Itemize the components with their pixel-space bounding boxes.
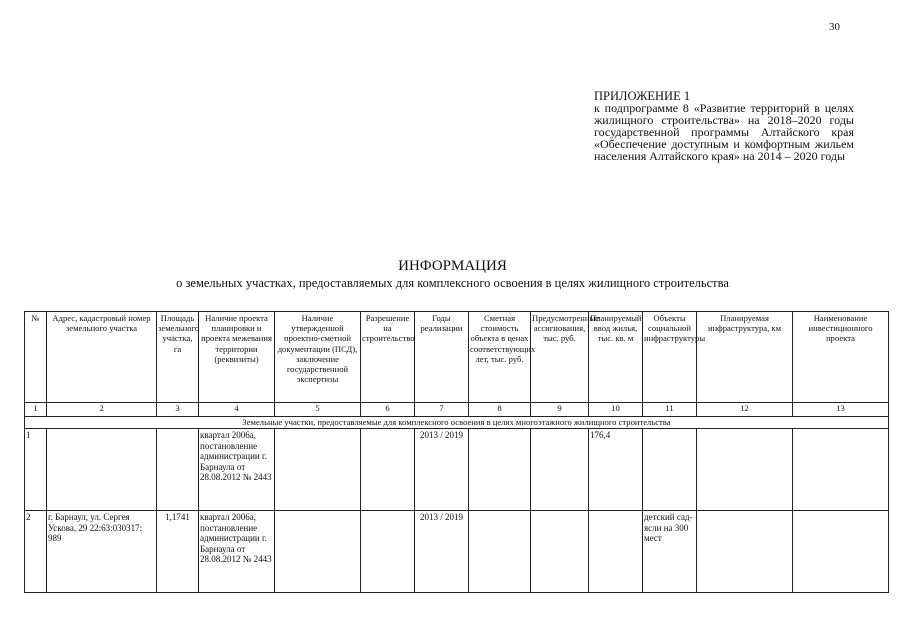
social-cell [643,428,697,510]
column-number: 7 [415,403,469,417]
table-row [25,428,889,510]
appendix-heading: ПРИЛОЖЕНИЕ 1 [594,89,691,103]
column-number: 1 [25,403,47,417]
psd-cell [275,428,361,510]
row-number: 1 [25,428,47,510]
cost-cell [469,510,531,592]
column-number: 6 [361,403,415,417]
planning-cell: квартал 2006а, постановление администрации г. Барнаула от 28.08.2012 № 2443 [199,428,275,510]
appendix-block [594,90,854,162]
header-cell: № [25,312,47,403]
column-number: 8 [469,403,531,417]
psd-cell [275,510,361,592]
header-cell: Наличие утвержденной проектно-сметной документации (ПСД), заключение государственной экспертизы [275,312,361,403]
document-title: ИНФОРМАЦИЯ [398,258,507,274]
table-row [25,510,889,592]
header-cell: Наличие проекта планировки и проекта межевания территории (реквизиты) [199,312,275,403]
address-cell: г. Барнаул, ул. Сергея Ускова, 29 22:63:030317: 989 [47,510,157,592]
header-cell: Сметная стоимость объекта в ценах соответствующих лет, тыс. руб. [469,312,531,403]
section-row [25,417,889,429]
header-cell: Наименование инвестиционного проекта [793,312,889,403]
header-cell: Предусмотренные ассигнования, тыс. руб. [531,312,589,403]
project-cell [793,428,889,510]
years-cell: 2013 / 2019 [415,510,469,592]
area-cell: 1,1741 [157,510,199,592]
address-cell [47,428,157,510]
column-number: 4 [199,403,275,417]
appendix-text: к подпрограмме 8 «Развитие территорий в целях жилищного строительства» на 2018–2020 годы государственной программы Алтайского края «Обеспечение доступным и комфортным жильем населения Алтайского края» на 2014 – 2020 годы [594,101,854,163]
header-cell: Объекты социальной инфраструктуры [643,312,697,403]
column-number: 2 [47,403,157,417]
header-cell: Планируемый ввод жилья, тыс. кв. м [589,312,643,403]
header-cell: Площадь земельного участка, га [157,312,199,403]
header-cell: Планируемая инфраструктура, км [697,312,793,403]
permit-cell [361,510,415,592]
header-cell: Разрешение на строительство [361,312,415,403]
header-cell: Адрес, кадастровый номер земельного участка [47,312,157,403]
infrastructure-cell [697,510,793,592]
planning-cell: квартал 2006а, постановление администрации г. Барнаула от 28.08.2012 № 2443 [199,510,275,592]
column-number: 13 [793,403,889,417]
document-subtitle: о земельных участках, предоставляемых для комплексного освоения в целях жилищного строительства [176,276,729,290]
section-title: Земельные участки, предоставляемые для комплексного освоения в целях многоэтажного жилищного строительства [25,417,889,429]
area-cell [157,428,199,510]
housing-cell: 176,4 [589,428,643,510]
column-number-row [25,403,889,417]
allocations-cell [531,428,589,510]
column-number: 9 [531,403,589,417]
project-cell [793,510,889,592]
page-number: 30 [829,21,840,33]
housing-cell [589,510,643,592]
cost-cell [469,428,531,510]
column-number: 5 [275,403,361,417]
table-header-row [25,312,889,403]
allocations-cell [531,510,589,592]
header-cell: Годы реализации [415,312,469,403]
social-cell: детский сад-ясли на 300 мест [643,510,697,592]
column-number: 11 [643,403,697,417]
land-plots-table [24,311,889,593]
column-number: 10 [589,403,643,417]
column-number: 3 [157,403,199,417]
permit-cell [361,428,415,510]
infrastructure-cell [697,428,793,510]
column-number: 12 [697,403,793,417]
row-number: 2 [25,510,47,592]
years-cell: 2013 / 2019 [415,428,469,510]
